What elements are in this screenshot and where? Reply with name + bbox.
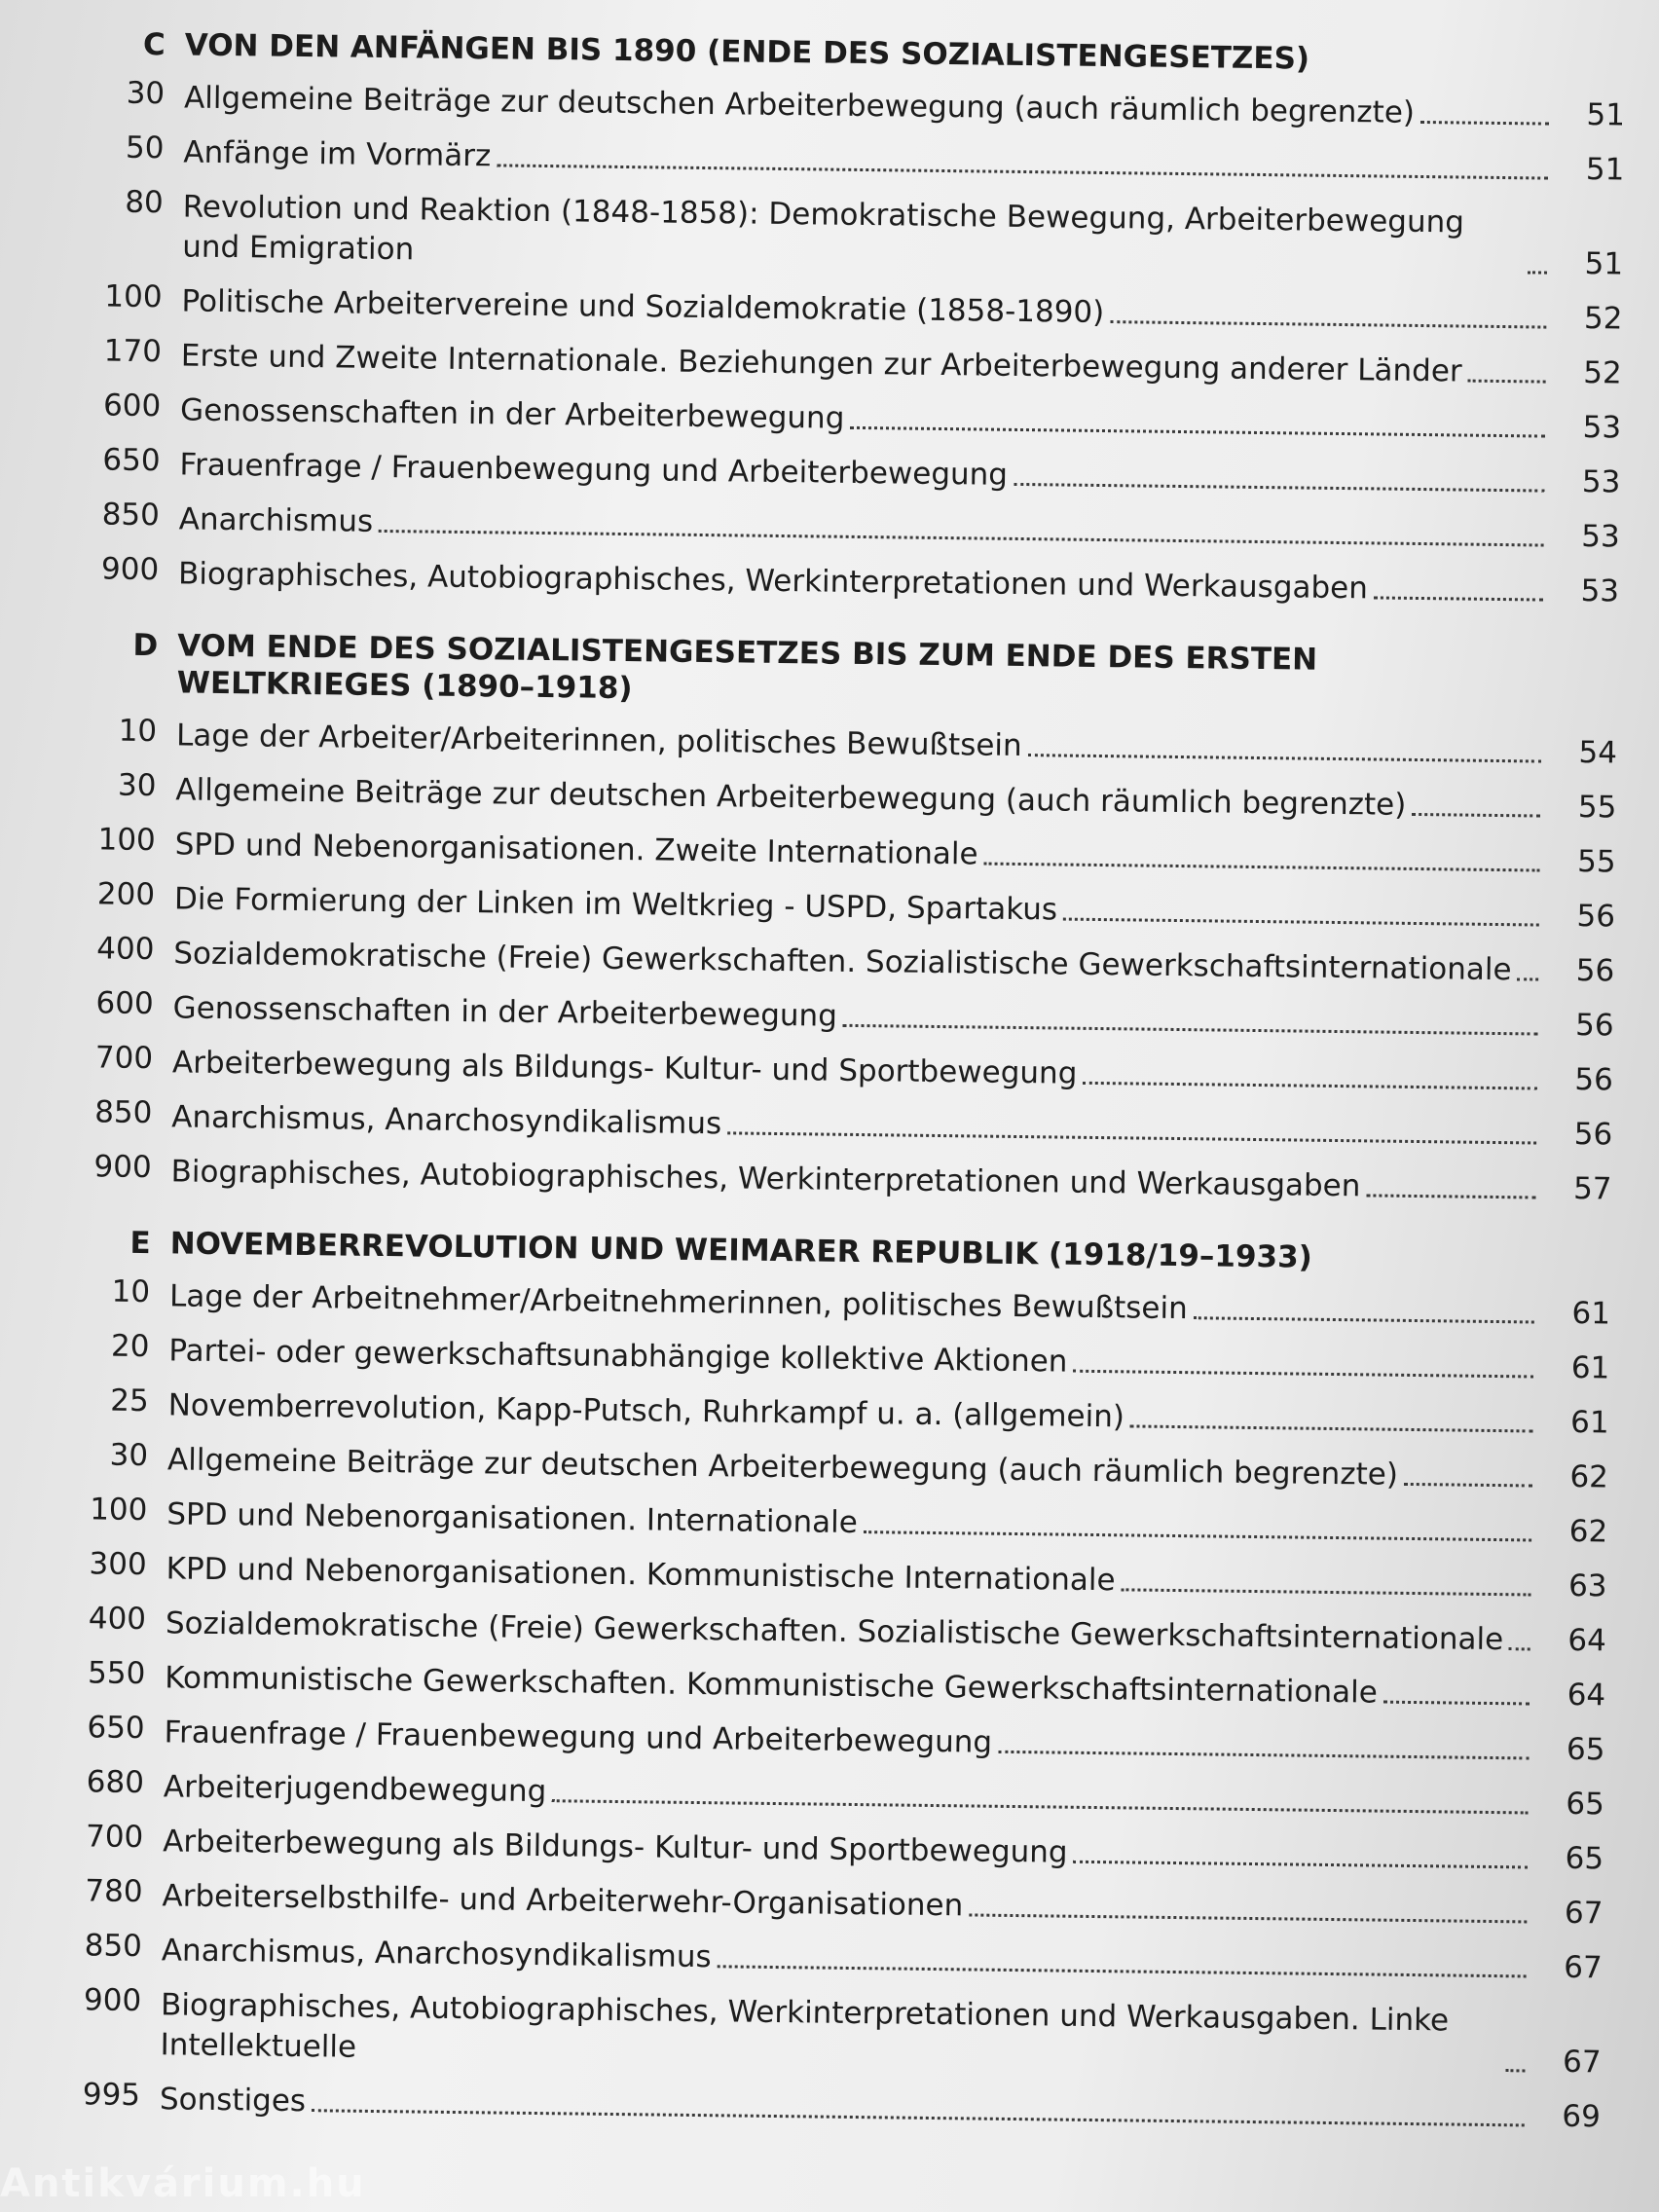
entry-title: Kommunistische Gewerkschaften. Kommunistische Gewerkschaftsinternationale bbox=[165, 1660, 1379, 1711]
entry-number: 100 bbox=[104, 278, 163, 315]
entry-number: 550 bbox=[87, 1655, 146, 1692]
entry-title: Arbeiterbewegung als Bildungs- Kultur- und Sportbewegung bbox=[162, 1824, 1068, 1870]
entry-page-number: 61 bbox=[1571, 1295, 1611, 1332]
entry-page-number: 65 bbox=[1565, 1840, 1604, 1877]
dot-leader bbox=[727, 1131, 1536, 1144]
entry-number: 850 bbox=[84, 1928, 143, 1965]
entry-page-number: 56 bbox=[1574, 1061, 1614, 1098]
entry-title: Biographisches, Autobiographisches, Werkinterpretationen und Werkausgaben. Linke Intellektuelle bbox=[160, 1987, 1450, 2065]
entry-number: 600 bbox=[95, 985, 154, 1022]
entry-title: Partei- oder gewerkschaftsunabhängige kollektive Aktionen bbox=[168, 1333, 1068, 1380]
entry-page-number: 62 bbox=[1568, 1513, 1608, 1550]
dot-leader bbox=[552, 1799, 1529, 1814]
dot-leader bbox=[1420, 121, 1549, 126]
entry-page-number: 55 bbox=[1576, 844, 1616, 880]
entry-number: 300 bbox=[89, 1546, 147, 1583]
watermark: Antikvárium.hu bbox=[0, 2161, 366, 2206]
entry-number: 30 bbox=[126, 75, 166, 112]
entry-title: Frauenfrage / Frauenbewegung und Arbeiterbewegung bbox=[164, 1714, 993, 1760]
entry-number: 900 bbox=[93, 1149, 152, 1186]
dot-leader bbox=[1073, 1861, 1528, 1869]
entry-number: 995 bbox=[82, 2077, 141, 2114]
dot-leader bbox=[1509, 1647, 1530, 1650]
entry-number: 170 bbox=[103, 333, 163, 370]
toc-entry bbox=[43, 1973, 1602, 2087]
entry-page-number: 57 bbox=[1572, 1170, 1612, 1207]
entry-page-number: 69 bbox=[1562, 2098, 1602, 2135]
dot-leader bbox=[1110, 320, 1546, 328]
entry-page-number: 67 bbox=[1562, 2044, 1602, 2081]
entry-page-number: 67 bbox=[1564, 1949, 1603, 1986]
section-title: VON DEN ANFÄNGEN BIS 1890 (ENDE DES SOZIALISTENGESETZES) bbox=[184, 27, 1310, 77]
dot-leader bbox=[497, 164, 1548, 179]
entry-title: Lage der Arbeitnehmer/Arbeitnehmerinnen, politisches Bewußtsein bbox=[168, 1278, 1188, 1327]
entry-page-number: 65 bbox=[1566, 1786, 1605, 1823]
entry-number: 600 bbox=[102, 387, 162, 424]
section-title: NOVEMBERREVOLUTION UND WEIMARER REPUBLIK (1918/19–1933) bbox=[169, 1226, 1313, 1275]
dot-leader bbox=[1194, 1316, 1534, 1323]
entry-title: Allgemeine Beiträge zur deutschen Arbeiterbewegung (auch räumlich begrenzte) bbox=[175, 772, 1407, 823]
entry-page-number: 52 bbox=[1583, 301, 1623, 337]
entry-title: Genossenschaften in der Arbeiterbewegung bbox=[172, 990, 838, 1034]
entry-page-number: 53 bbox=[1580, 573, 1620, 609]
entry-page-number: 53 bbox=[1582, 410, 1622, 446]
dot-leader bbox=[1468, 380, 1546, 384]
section-letter: C bbox=[142, 26, 166, 63]
entry-title: Revolution und Reaktion (1848-1858): Demokratische Bewegung, Arbeiterbewegung und Emigration bbox=[182, 189, 1465, 268]
entry-number: 200 bbox=[96, 876, 156, 913]
entry-page-number: 54 bbox=[1578, 735, 1618, 771]
entry-title: Arbeiterjugendbewegung bbox=[163, 1769, 547, 1810]
entry-title: Novemberrevolution, Kapp-Putsch, Ruhrkampf u. a. (allgemein) bbox=[167, 1387, 1125, 1435]
dot-leader bbox=[1063, 918, 1539, 927]
entry-title: Anarchismus, Anarchosyndikalismus bbox=[161, 1933, 712, 1975]
entry-number: 25 bbox=[110, 1382, 149, 1419]
entry-number: 680 bbox=[86, 1764, 145, 1801]
entry-page-number: 51 bbox=[1585, 152, 1625, 188]
entry-title: SPD und Nebenorganisationen. Zweite Internationale bbox=[174, 827, 978, 872]
entry-page-number: 56 bbox=[1576, 898, 1616, 935]
entry-title: Frauenfrage / Frauenbewegung und Arbeiterbewegung bbox=[179, 447, 1009, 493]
dot-leader bbox=[1130, 1424, 1533, 1432]
entry-title: Biographisches, Autobiographisches, Werkinterpretationen und Werkausgaben bbox=[170, 1154, 1361, 1204]
entry-page-number: 56 bbox=[1575, 952, 1615, 989]
entry-title: Die Formierung der Linken im Weltkrieg - USPD, Spartakus bbox=[173, 881, 1058, 928]
entry-number: 650 bbox=[102, 442, 161, 479]
section-letter: D bbox=[132, 627, 159, 664]
toc-section-e bbox=[43, 1224, 1611, 2141]
toc-section-d bbox=[54, 626, 1618, 1214]
entry-title: Allgemeine Beiträge zur deutschen Arbeiterbewegung (auch räumlich begrenzte) bbox=[166, 1442, 1399, 1493]
dot-leader bbox=[843, 1024, 1538, 1036]
entry-page-number: 53 bbox=[1581, 464, 1621, 500]
entry-title: Anfänge im Vormärz bbox=[183, 134, 492, 174]
dot-leader bbox=[1383, 1701, 1530, 1706]
entry-number: 30 bbox=[117, 767, 157, 804]
dot-leader bbox=[312, 2109, 1525, 2126]
dot-leader bbox=[1366, 1194, 1535, 1198]
entry-page-number: 56 bbox=[1574, 1007, 1614, 1044]
entry-page-number: 63 bbox=[1567, 1567, 1607, 1604]
entry-title: Anarchismus bbox=[178, 501, 374, 539]
entry-title: Sozialdemokratische (Freie) Gewerkschaften. Sozialistische Gewerkschaftsinternationale bbox=[165, 1605, 1504, 1658]
dot-leader bbox=[998, 1751, 1529, 1760]
entry-number: 10 bbox=[111, 1273, 151, 1310]
entry-page-number: 61 bbox=[1570, 1349, 1610, 1386]
entry-number: 900 bbox=[100, 551, 160, 588]
dot-leader bbox=[1412, 813, 1540, 818]
entry-page-number: 51 bbox=[1584, 246, 1624, 282]
dot-leader bbox=[1374, 596, 1543, 601]
dot-leader bbox=[969, 1913, 1527, 1923]
entry-page-number: 61 bbox=[1569, 1404, 1609, 1441]
entry-page-number: 56 bbox=[1573, 1116, 1613, 1153]
dot-leader bbox=[850, 426, 1545, 438]
entry-title: SPD und Nebenorganisationen. Internationale bbox=[166, 1496, 859, 1541]
section-title: VOM ENDE DES SOZIALISTENGESETZES BIS ZUM ENDE DES ERSTEN WELTKRIEGES (1890–1918) bbox=[176, 628, 1318, 707]
dot-leader bbox=[983, 863, 1539, 872]
entry-page-number: 55 bbox=[1577, 790, 1617, 826]
entry-number: 100 bbox=[89, 1492, 148, 1529]
dot-leader bbox=[1528, 271, 1547, 274]
toc-entry bbox=[65, 175, 1624, 289]
entry-number: 400 bbox=[96, 931, 155, 968]
toc-page bbox=[42, 25, 1626, 2205]
dot-leader bbox=[1404, 1483, 1532, 1488]
entry-title: Biographisches, Autobiographisches, Werkinterpretationen und Werkausgaben bbox=[177, 556, 1369, 607]
dot-leader bbox=[1517, 977, 1538, 980]
entry-title: Genossenschaften in der Arbeiterbewegung bbox=[179, 392, 845, 436]
dot-leader bbox=[1073, 1370, 1533, 1379]
entry-number: 780 bbox=[85, 1873, 143, 1910]
entry-title: KPD und Nebenorganisationen. Kommunistische Internationale bbox=[166, 1551, 1116, 1599]
entry-page-number: 51 bbox=[1586, 97, 1626, 133]
entry-title: Arbeiterbewegung als Bildungs- Kultur- und Sportbewegung bbox=[171, 1045, 1078, 1091]
entry-number: 700 bbox=[94, 1040, 154, 1077]
entry-title: Sonstiges bbox=[159, 2082, 307, 2120]
toc-section-c bbox=[61, 25, 1626, 616]
section-letter: E bbox=[129, 1225, 151, 1262]
entry-title: Arbeiterselbsthilfe- und Arbeiterwehr-Organisationen bbox=[162, 1878, 964, 1924]
entry-title: Lage der Arbeiter/Arbeiterinnen, politisches Bewußtsein bbox=[175, 718, 1022, 764]
entry-number: 20 bbox=[110, 1328, 150, 1365]
entry-page-number: 62 bbox=[1569, 1458, 1609, 1495]
dot-leader bbox=[1121, 1588, 1530, 1596]
entry-page-number: 67 bbox=[1564, 1895, 1604, 1932]
entry-number: 850 bbox=[93, 1094, 153, 1131]
entry-number: 700 bbox=[85, 1819, 144, 1856]
entry-page-number: 64 bbox=[1567, 1622, 1607, 1659]
entry-page-number: 64 bbox=[1567, 1677, 1606, 1714]
dot-leader bbox=[864, 1530, 1531, 1541]
dot-leader bbox=[379, 530, 1544, 547]
entry-page-number: 52 bbox=[1583, 355, 1622, 391]
entry-title: Politische Arbeitervereine und Sozialdemokratie (1858-1890) bbox=[181, 283, 1105, 331]
entry-title: Erste und Zweite Internationale. Beziehungen zur Arbeiterbewegung anderer Länder bbox=[180, 338, 1462, 389]
entry-number: 10 bbox=[118, 713, 158, 750]
entry-number: 850 bbox=[101, 497, 161, 534]
dot-leader bbox=[1028, 754, 1541, 762]
entry-number: 80 bbox=[125, 184, 165, 221]
entry-page-number: 65 bbox=[1566, 1731, 1605, 1768]
entry-number: 50 bbox=[125, 129, 165, 166]
entry-title: Sozialdemokratische (Freie) Gewerkschaften. Sozialistische Gewerkschaftsinternationale bbox=[173, 936, 1512, 988]
dot-leader bbox=[718, 1965, 1527, 1977]
entry-number: 900 bbox=[83, 1982, 142, 2019]
entry-title: Allgemeine Beiträge zur deutschen Arbeiterbewegung (auch räumlich begrenzte) bbox=[183, 80, 1416, 130]
entry-number: 400 bbox=[88, 1601, 147, 1638]
entry-page-number: 53 bbox=[1581, 519, 1620, 555]
dot-leader bbox=[1083, 1082, 1537, 1090]
dot-leader bbox=[1014, 483, 1544, 493]
entry-title: Anarchismus, Anarchosyndikalismus bbox=[171, 1099, 722, 1142]
section-heading bbox=[60, 626, 1619, 719]
dot-leader bbox=[1505, 2069, 1525, 2072]
entry-number: 30 bbox=[109, 1437, 149, 1474]
entry-number: 100 bbox=[97, 822, 156, 859]
entry-number: 650 bbox=[87, 1710, 145, 1747]
